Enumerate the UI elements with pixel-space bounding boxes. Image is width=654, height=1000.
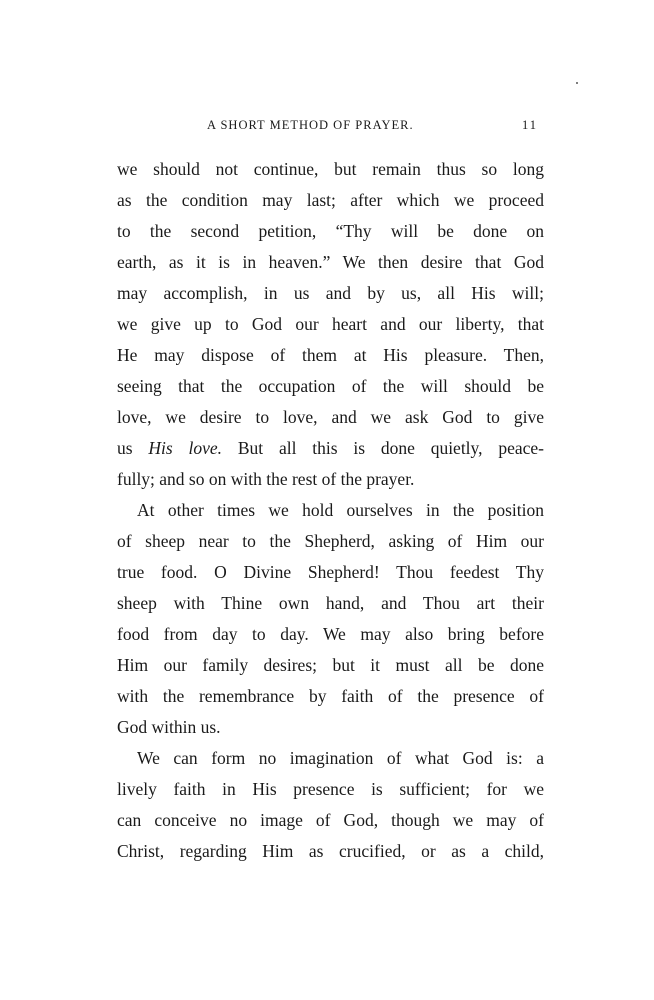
page-number: 11 bbox=[521, 118, 538, 132]
paragraph-start-line: We can form no imagination of what God is: a bbox=[137, 748, 544, 768]
print-speck bbox=[576, 82, 578, 84]
text-line: we should not continue, but remain thus so long bbox=[117, 159, 544, 179]
text-line: of sheep near to the Shepherd, asking of Him our bbox=[117, 531, 544, 551]
text-line: Him our family desires; but it must all be done bbox=[117, 655, 544, 675]
text-line: with the remembrance by faith of the presence of bbox=[117, 686, 544, 706]
text-line: seeing that the occupation of the will should be bbox=[117, 376, 544, 396]
text-line-with-italic bbox=[117, 433, 544, 464]
text-line: we give up to God our heart and our liberty, that bbox=[117, 314, 544, 334]
text-line: sheep with Thine own hand, and Thou art their bbox=[117, 593, 544, 613]
body-text bbox=[117, 154, 544, 867]
text-line: true food. O Divine Shepherd! Thou feedest Thy bbox=[117, 562, 544, 582]
paragraph-start-line: At other times we hold ourselves in the position bbox=[137, 500, 544, 520]
text-line: to the second petition, “Thy will be done on bbox=[117, 221, 544, 241]
text-line: as the condition may last; after which we proceed bbox=[117, 190, 544, 210]
running-title: A SHORT METHOD OF PRAYER. bbox=[207, 118, 414, 132]
italic-phrase: His love. bbox=[148, 438, 223, 458]
text-line: earth, as it is in heaven.” We then desire that God bbox=[117, 252, 544, 272]
text-line: Christ, regarding Him as crucified, or as a child, bbox=[117, 841, 544, 861]
text-line: God within us. bbox=[117, 717, 221, 737]
text-line: He may dispose of them at His pleasure. Then, bbox=[117, 345, 544, 365]
text-line: food from day to day. We may also bring before bbox=[117, 624, 544, 644]
text-line: can conceive no image of God, though we may of bbox=[117, 810, 544, 830]
text-line: lively faith in His presence is sufficient; for we bbox=[117, 779, 544, 799]
line-end: But all this is done quietly, peace- bbox=[222, 438, 544, 458]
running-head bbox=[117, 118, 544, 136]
text-line: love, we desire to love, and we ask God to give bbox=[117, 407, 544, 427]
line-start: us bbox=[117, 438, 149, 458]
text-line: may accomplish, in us and by us, all His will; bbox=[117, 283, 544, 303]
text-line: fully; and so on with the rest of the prayer. bbox=[117, 469, 415, 489]
